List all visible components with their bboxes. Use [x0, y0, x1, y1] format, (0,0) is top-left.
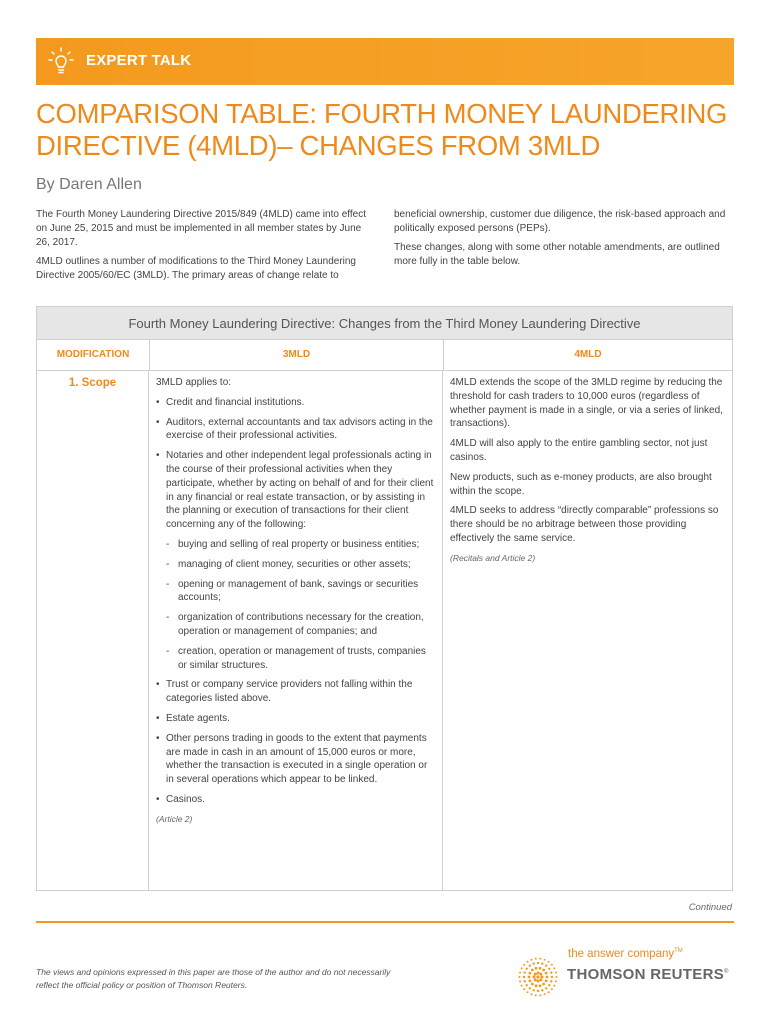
- banner-label: EXPERT TALK: [86, 52, 192, 69]
- column-header-4mld: 4MLD: [574, 349, 602, 360]
- sub-list-item: - organization of contributions necessary for the creation, operation or management of companies; and: [156, 611, 434, 639]
- list-item: • Trust or company service providers not falling within the categories listed above.: [156, 678, 434, 706]
- intro-paragraph: beneficial ownership, customer due diligence, the risk-based approach and politically exposed persons (PEPs).: [394, 209, 726, 234]
- cell-text: 3MLD applies to:: [156, 377, 232, 388]
- cell-text: 4MLD seeks to address “directly comparable” professions so there should be no arbitrage between those providing effectively the same service.: [450, 505, 719, 544]
- table-heading: Fourth Money Laundering Directive: Changes from the Third Money Laundering Directive: [36, 306, 733, 340]
- thomson-reuters-logo-icon: [518, 957, 558, 997]
- column-header-3mld: 3MLD: [150, 340, 444, 370]
- 3mld-cell: [150, 371, 443, 890]
- sub-list-item: - creation, operation or management of trusts, companies or similar structures.: [156, 645, 434, 673]
- list-item: • Estate agents.: [156, 712, 434, 726]
- citation: (Recitals and Article 2): [450, 552, 536, 563]
- list-item: • Other persons trading in goods to the extent that payments are made in cash in an amount of 15,000 euros or more, whether the transaction is executed in a single operation or in several operations which appear to be linked.: [156, 732, 434, 787]
- sub-list-item: - buying and selling of real property or business entities;: [156, 538, 434, 552]
- brand-name: [567, 966, 729, 983]
- list-item: • Notaries and other independent legal professionals acting in the course of their professional activities when they participate, whether by acting on behalf of and for their client in any financial or real estate transaction, or by assisting in the planning or execution of transactions for their client concerning any of the following:: [156, 449, 434, 532]
- sub-list-item: - managing of client money, securities or other assets;: [156, 558, 434, 572]
- intro-left-column: [36, 208, 376, 288]
- trademark-mark: TM: [674, 948, 683, 955]
- byline: By Daren Allen: [36, 176, 142, 193]
- cell-text: 4MLD extends the scope of the 3MLD regime by reducing the threshold for cash traders to 10,000 euros (regardless of whether payment is made in a single, or via a series of linked, transactions).: [450, 377, 723, 430]
- sub-list-item: - opening or management of bank, savings or securities accounts;: [156, 578, 434, 606]
- registered-mark: ®: [724, 969, 729, 975]
- list-item: • Auditors, external accountants and tax advisors acting in the exercise of their professional activities.: [156, 416, 434, 444]
- tagline: [568, 948, 683, 960]
- lightbulb-icon: [46, 45, 76, 77]
- intro-right-column: [394, 208, 734, 274]
- 4mld-cell: [444, 371, 732, 566]
- page-title: COMPARISON TABLE: FOURTH MONEY LAUNDERING DIRECTIVE (4MLD)– CHANGES FROM 3MLD: [36, 98, 728, 161]
- citation: (Article 2): [156, 813, 193, 824]
- disclaimer: The views and opinions expressed in this paper are those of the author and do not necessarily reflect the official policy or position of Thomson Reuters.: [36, 967, 391, 990]
- cell-text: New products, such as e-money products, are also brought within the scope.: [450, 471, 712, 497]
- intro-paragraph: The Fourth Money Laundering Directive 2015/849 (4MLD) came into effect on June 25, 2015 and must be implemented in all member states by June 26, 2017.: [36, 209, 366, 248]
- column-header-modification: MODIFICATION: [37, 340, 150, 370]
- cell-text: 4MLD will also apply to the entire gambling sector, not just casinos.: [450, 438, 708, 463]
- table-column-headers: [36, 340, 733, 371]
- table-row: [36, 371, 733, 891]
- intro-paragraph: These changes, along with some other notable amendments, are outlined more fully in the table below.: [394, 242, 720, 267]
- list-item: • Casinos.: [156, 793, 434, 807]
- tagline-text: the answer company: [568, 948, 675, 960]
- modification-cell: 1. Scope: [37, 371, 149, 890]
- expert-talk-banner: [36, 38, 734, 85]
- brand-text: THOMSON REUTERS: [567, 966, 725, 983]
- list-item: • Credit and financial institutions.: [156, 396, 434, 410]
- intro-paragraph: 4MLD outlines a number of modifications to the Third Money Laundering Directive 2005/60/EC (3MLD). The primary areas of change relate to: [36, 256, 356, 281]
- continued-label: Continued: [688, 902, 732, 913]
- footer-divider: [36, 921, 734, 923]
